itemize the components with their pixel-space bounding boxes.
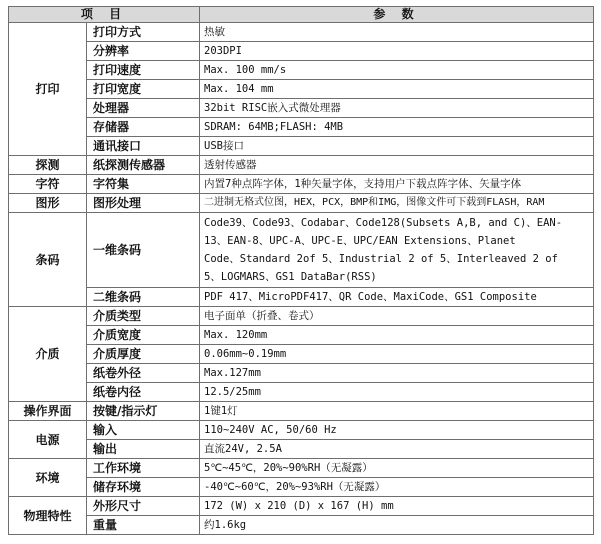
table-row [9, 459, 594, 478]
category-detect: 探测 [9, 156, 87, 175]
table-row [9, 175, 594, 194]
item-value: 1键1灯 [200, 402, 594, 421]
table-row [9, 23, 594, 42]
item-label: 重量 [87, 516, 200, 535]
table-row [9, 137, 594, 156]
category-env: 环境 [9, 459, 87, 497]
item-label: 储存环境 [87, 478, 200, 497]
barcode-line: Code、Standard 2of 5、Industrial 2 of 5、Interleaved 2 of [204, 253, 558, 265]
item-value: 12.5/25mm [200, 383, 594, 402]
table-row [9, 345, 594, 364]
category-power: 电源 [9, 421, 87, 459]
barcode-line: Code39、Code93、Codabar、Code128(Subsets A,B, and C)、EAN- [204, 217, 563, 229]
item-value: 电子面单（折叠、卷式） [200, 307, 594, 326]
item-label: 按键/指示灯 [87, 402, 200, 421]
item-label: 分辨率 [87, 42, 200, 61]
item-label: 一维条码 [87, 213, 200, 288]
header-param: 参 数 [200, 7, 594, 23]
item-label: 字符集 [87, 175, 200, 194]
category-media: 介质 [9, 307, 87, 402]
item-label: 打印速度 [87, 61, 200, 80]
header-item: 项 目 [9, 7, 200, 23]
item-label: 打印宽度 [87, 80, 200, 99]
item-value: 二进制无格式位图，HEX，PCX，BMP和IMG，图像文件可下载到FLASH，RAM [200, 194, 594, 213]
item-label: 纸卷外径 [87, 364, 200, 383]
item-label: 输入 [87, 421, 200, 440]
item-label: 介质宽度 [87, 326, 200, 345]
item-value: SDRAM: 64MB;FLASH: 4MB [200, 118, 594, 137]
item-value: Max.127mm [200, 364, 594, 383]
item-label: 纸探测传感器 [87, 156, 200, 175]
table-row [9, 156, 594, 175]
category-print: 打印 [9, 23, 87, 156]
item-value: Max. 100 mm/s [200, 61, 594, 80]
category-barcode: 条码 [9, 213, 87, 307]
item-value: -40℃~60℃，20%~93%RH（无凝露） [200, 478, 594, 497]
table-row [9, 118, 594, 137]
item-value: USB接口 [200, 137, 594, 156]
table-row [9, 307, 594, 326]
table-row [9, 42, 594, 61]
item-value: Max. 120mm [200, 326, 594, 345]
item-value: 203DPI [200, 42, 594, 61]
item-value: 透射传感器 [200, 156, 594, 175]
table-row [9, 364, 594, 383]
item-value: 内置7种点阵字体，1种矢量字体，支持用户下载点阵字体、矢量字体 [200, 175, 594, 194]
item-value [200, 213, 594, 288]
barcode-line: 13、EAN-8、UPC-A、UPC-E、UPC/EAN Extensions、Planet [204, 235, 516, 247]
item-value: 32bit RISC嵌入式微处理器 [200, 99, 594, 118]
table-row [9, 99, 594, 118]
item-label: 外形尺寸 [87, 497, 200, 516]
item-value: 直流24V, 2.5A [200, 440, 594, 459]
item-label: 介质类型 [87, 307, 200, 326]
item-value: PDF 417、MicroPDF417、QR Code、MaxiCode、GS1 Composite [200, 288, 594, 307]
table-row [9, 61, 594, 80]
table-row [9, 402, 594, 421]
table-row [9, 194, 594, 213]
table-row [9, 516, 594, 535]
item-value: 热敏 [200, 23, 594, 42]
item-label: 存储器 [87, 118, 200, 137]
table-row [9, 288, 594, 307]
table-row [9, 440, 594, 459]
item-label: 工作环境 [87, 459, 200, 478]
table-row [9, 421, 594, 440]
barcode-line: 5、LOGMARS、GS1 DataBar(RSS) [204, 271, 377, 283]
category-physical: 物理特性 [9, 497, 87, 535]
item-label: 处理器 [87, 99, 200, 118]
item-label: 图形处理 [87, 194, 200, 213]
table-row [9, 383, 594, 402]
item-label: 打印方式 [87, 23, 200, 42]
item-value: 5℃~45℃，20%~90%RH（无凝露） [200, 459, 594, 478]
item-label: 介质厚度 [87, 345, 200, 364]
item-label: 纸卷内径 [87, 383, 200, 402]
header-row [9, 7, 594, 23]
table-row [9, 497, 594, 516]
item-value: 0.06mm~0.19mm [200, 345, 594, 364]
category-graphic: 图形 [9, 194, 87, 213]
item-label: 输出 [87, 440, 200, 459]
item-value: 约1.6kg [200, 516, 594, 535]
spec-table [8, 6, 594, 535]
item-label: 二维条码 [87, 288, 200, 307]
item-value: Max. 104 mm [200, 80, 594, 99]
table-row [9, 213, 594, 288]
item-value: 110~240V AC, 50/60 Hz [200, 421, 594, 440]
category-font: 字符 [9, 175, 87, 194]
table-row [9, 80, 594, 99]
table-row [9, 326, 594, 345]
table-row [9, 478, 594, 497]
item-label: 通讯接口 [87, 137, 200, 156]
item-value: 172 (W) x 210 (D) x 167 (H) mm [200, 497, 594, 516]
category-ui: 操作界面 [9, 402, 87, 421]
